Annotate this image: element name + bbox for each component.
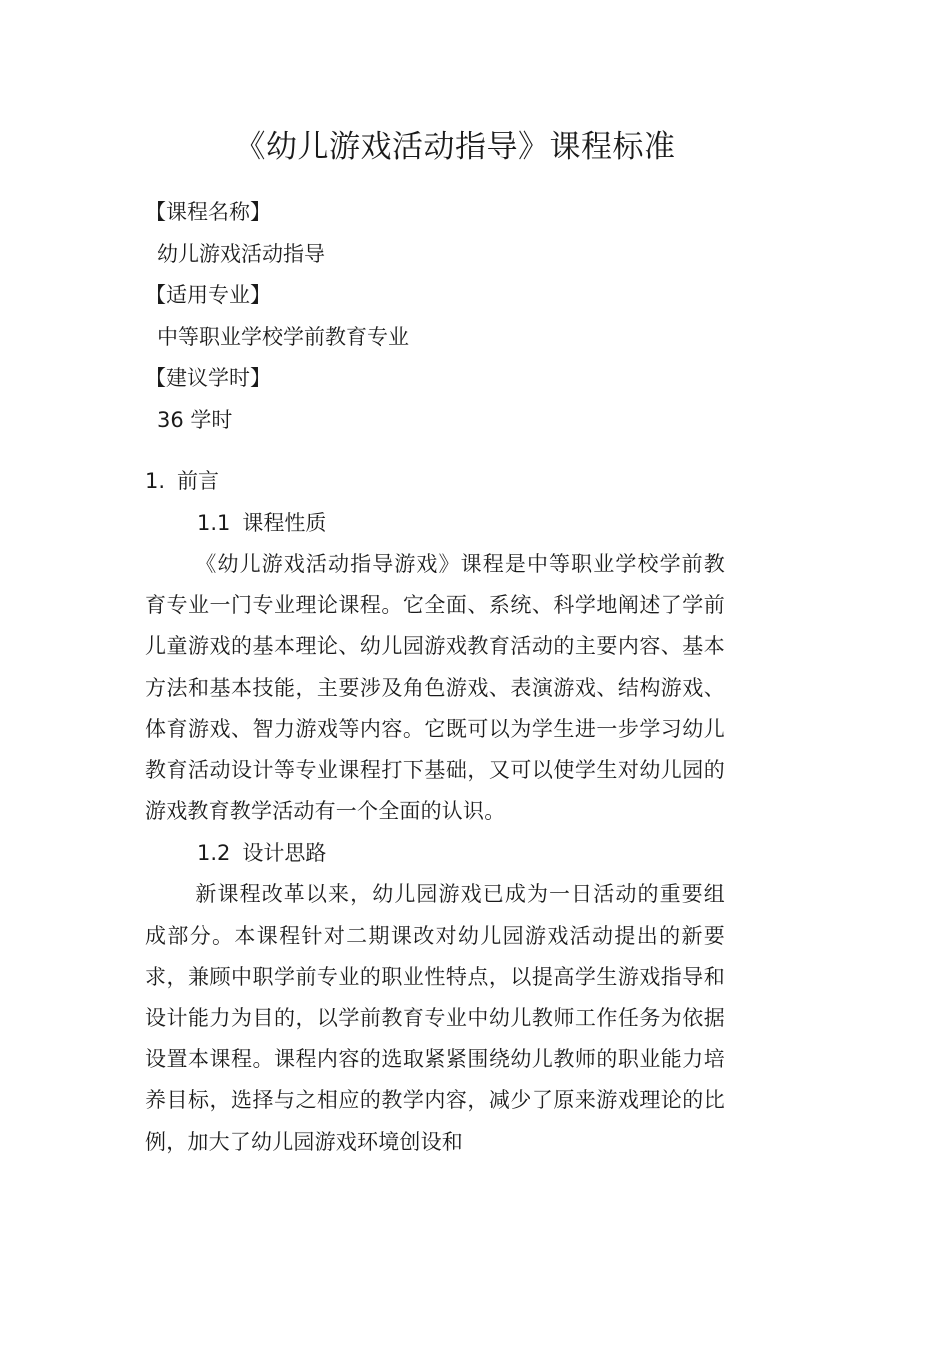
section-title: 前言 [177, 469, 220, 493]
course-name-label: 【课程名称】 [145, 200, 271, 224]
document-body [145, 460, 725, 1163]
course-nature-paragraph: 《幼儿游戏活动指导游戏》课程是中等职业学校学前教育专业一门专业理论课程。它全面、系统、科学地阐述了学前儿童游戏的基本理论、幼儿园游戏教育活动的主要内容、基本方法和基本技能，主要涉及角色游戏、表演游戏、结构游戏、体育游戏、智力游戏等内容。它既可以为学生进一步学习幼儿教育活动设计等专业课程打下基础，又可以使学生对幼儿园的游戏教育教学活动有一个全面的认识。 [145, 552, 725, 824]
course-name-value: 幼儿游戏活动指导 [157, 241, 325, 266]
subsection-number: 1.1 [197, 511, 231, 535]
hours-label: 【建议学时】 [145, 366, 271, 390]
section-heading [145, 460, 725, 502]
subsection-heading [145, 502, 725, 544]
subsection-title: 设计思路 [242, 841, 327, 866]
subsection-number: 1.2 [197, 841, 231, 866]
subsection-title: 课程性质 [242, 511, 327, 535]
document-title: 《幼儿游戏活动指导》课程标准 [234, 129, 676, 165]
subsection-heading [145, 832, 725, 874]
course-meta [145, 192, 745, 441]
major-label: 【适用专业】 [145, 283, 271, 307]
section-number: 1. [145, 469, 166, 493]
hours-value: 36 学时 [157, 407, 233, 432]
major-value: 中等职业学校学前教育专业 [157, 324, 409, 349]
design-idea-paragraph: 新课程改革以来，幼儿园游戏已成为一日活动的重要组成部分。本课程针对二期课改对幼儿园游戏活动提出的新要求，兼顾中职学前专业的职业性特点，以提高学生游戏指导和设计能力为目的，以学前教育专业中幼儿教师工作任务为依据设置本课程。课程内容的选取紧紧围绕幼儿教师的职业能力培养目标，选择与之相应的教学内容，减少了原来游戏理论的比例，加大了幼儿园游戏环境创设和 [145, 882, 725, 1154]
